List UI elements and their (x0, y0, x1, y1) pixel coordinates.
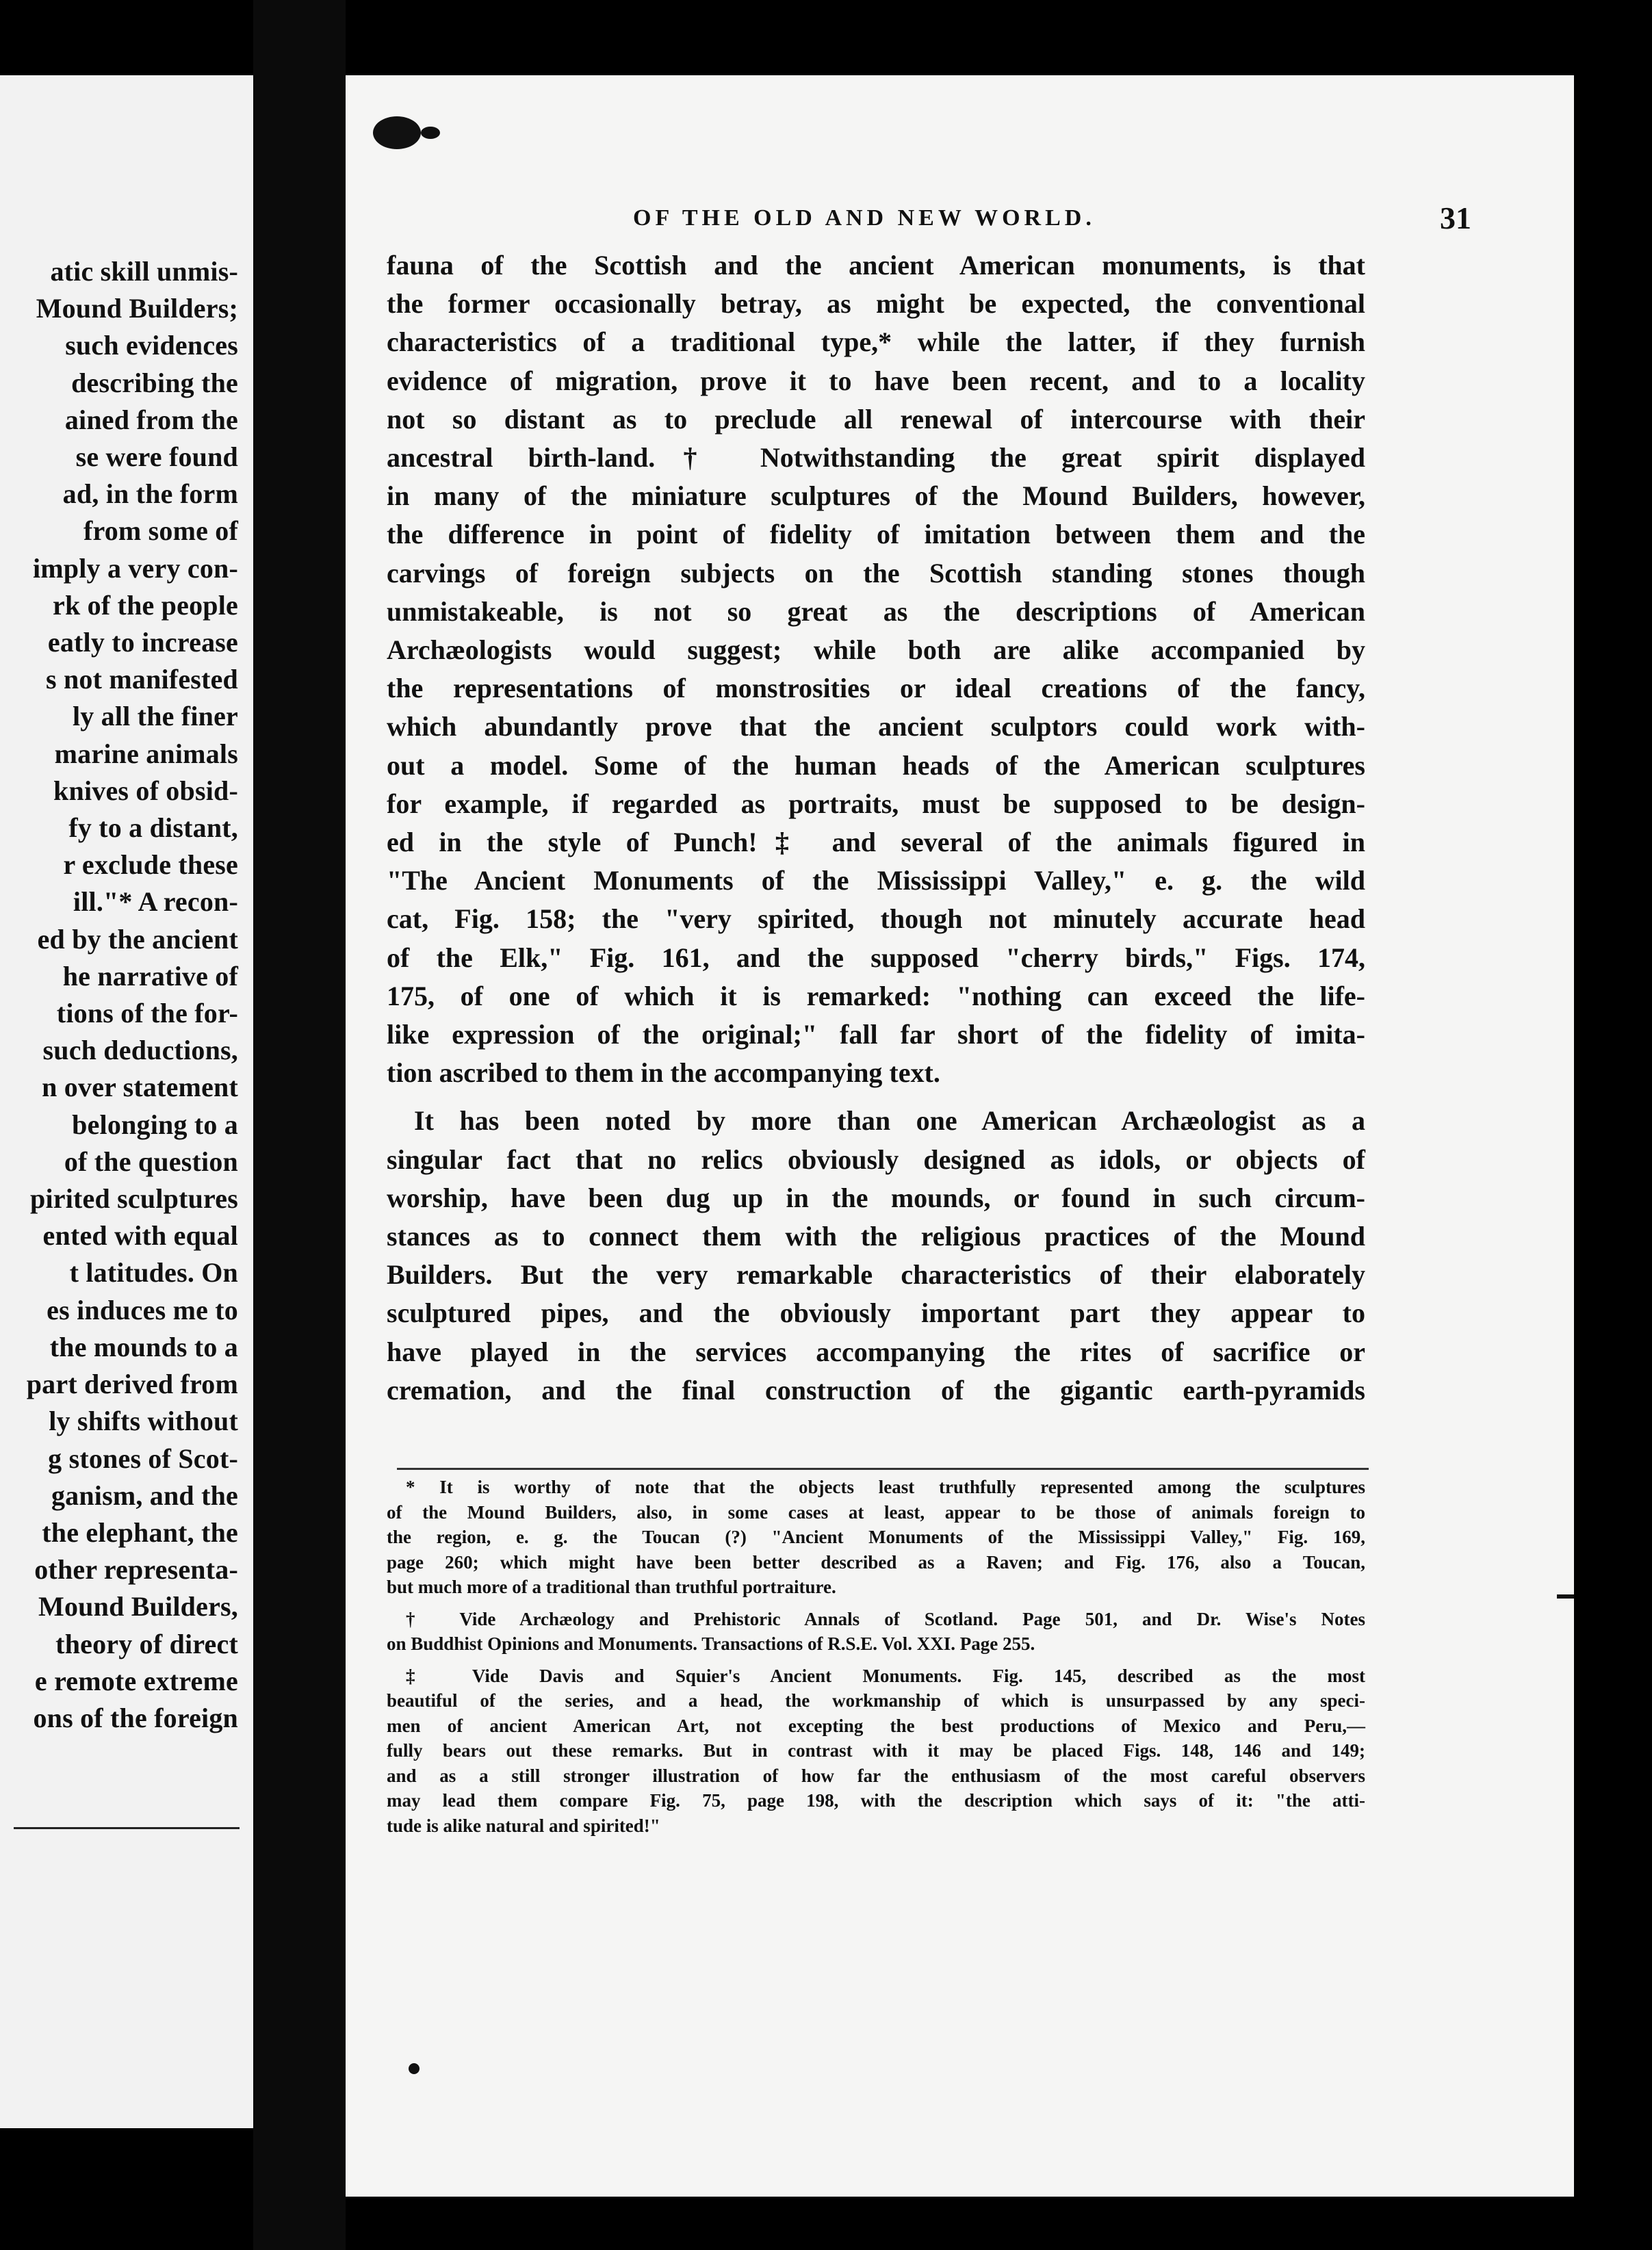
left-page-line: such deductions, (42, 1035, 238, 1066)
left-page-line: describing the (71, 367, 238, 398)
left-page-line: of the question (64, 1146, 238, 1177)
footnote-line: beautiful of the series, and a head, the workmanship of which is unsurpassed by any speci- (387, 1690, 1365, 1711)
footnote-line: of the Mound Builders, also, in some cases at least, appear to be those of animals foreign to (387, 1501, 1365, 1523)
left-page-line: the mounds to a (49, 1331, 238, 1362)
text-line: the representations of monstrosities or ideal creations of the fancy, (387, 673, 1365, 704)
left-page-line: ill."* A recon- (73, 886, 238, 918)
page-number: 31 (1440, 201, 1471, 235)
left-page-line: se were found (75, 441, 238, 473)
text-line: of the Elk," Fig. 161, and the supposed "cherry birds," Figs. 174, (387, 942, 1365, 973)
text-line: 175, of one of which it is remarked: "nothing can exceed the life- (387, 980, 1365, 1011)
left-page-line: fy to a distant, (68, 812, 238, 844)
text-line: carvings of foreign subjects on the Scottish standing stones though (387, 557, 1365, 589)
left-page-line: belonging to a (72, 1109, 238, 1140)
left-page-line: s not manifested (46, 664, 238, 695)
footnotes (387, 1475, 1365, 1845)
left-page-line: such evidences (65, 330, 238, 361)
text-line: for example, if regarded as portraits, must be supposed to be design- (387, 788, 1365, 819)
left-page-line: atic skill unmis- (50, 256, 238, 287)
left-page-line: r exclude these (63, 849, 238, 881)
left-page-line: ly shifts without (49, 1406, 238, 1437)
left-page-line: the elephant, the (42, 1516, 238, 1548)
left-page-line: pirited sculptures (30, 1183, 238, 1215)
text-line: unmistakeable, is not so great as the descriptions of American (387, 595, 1365, 627)
text-line: characteristics of a traditional type,* while the latter, if they furnish (387, 326, 1365, 358)
left-page-line: g stones of Scot- (48, 1443, 238, 1474)
footnote-line: † Vide Archæology and Prehistoric Annals of Scotland. Page 501, and Dr. Wise's Notes (406, 1608, 1365, 1629)
running-title: OF THE OLD AND NEW WORLD. (633, 205, 1096, 231)
ink-smudge (373, 116, 421, 149)
left-page-line: ained from the (64, 404, 238, 435)
paragraph (387, 246, 1365, 1092)
text-line: have played in the services accompanying the rites of sacrifice or (387, 1336, 1365, 1367)
left-page-line: rk of the people (53, 589, 238, 621)
body-text (387, 246, 1365, 1410)
left-page-line: other representa- (34, 1554, 238, 1586)
paragraph (387, 1102, 1365, 1410)
footnote-rule (397, 1468, 1369, 1470)
left-page-line: ad, in the form (62, 478, 238, 510)
left-page-line: t latitudes. On (69, 1257, 238, 1289)
text-line: the former occasionally betray, as might be expected, the conventional (387, 288, 1365, 320)
text-line: sculptured pipes, and the obviously important part they appear to (387, 1297, 1365, 1329)
left-page-line: tions of the for- (56, 998, 238, 1029)
footnote-line: men of ancient American Art, not excepting the best productions of Mexico and Peru,— (387, 1715, 1365, 1736)
footnote-line: on Buddhist Opinions and Monuments. Transactions of R.S.E. Vol. XXI. Page 255. (387, 1633, 1035, 1654)
text-line: "The Ancient Monuments of the Mississippi Valley," e. g. the wild (387, 865, 1365, 896)
left-page-line: part derived from (26, 1369, 238, 1400)
text-line: singular fact that no relics obviously designed as idols, or objects of (387, 1143, 1365, 1175)
text-line: out a model. Some of the human heads of the American sculptures (387, 749, 1365, 781)
left-page-fragment (0, 75, 253, 2128)
book-gutter (253, 0, 346, 2250)
left-page-line: ented with equal (42, 1220, 238, 1252)
left-page-line: Mound Builders; (36, 293, 238, 324)
text-line: in many of the miniature sculptures of the Mound Builders, however, (387, 480, 1365, 512)
text-line: evidence of migration, prove it to have been recent, and to a locality (387, 365, 1365, 396)
left-page-line: ed by the ancient (37, 923, 238, 955)
footnote-line: * It is worthy of note that the objects least truthfully represented among the sculptures (406, 1477, 1365, 1497)
text-line: ancestral birth-land.† Notwithstanding the great spirit displayed (387, 442, 1365, 474)
text-line: ed in the style of Punch!‡ and several of the animals figured in (387, 827, 1365, 858)
text-line: Builders. But the very remarkable characteristics of their elaborately (387, 1259, 1365, 1291)
left-page-line: es induces me to (47, 1294, 238, 1326)
left-page-line: imply a very con- (32, 552, 238, 584)
page-edge-mark (1557, 1594, 1574, 1599)
text-line: which abundantly prove that the ancient sculptors could work with- (387, 711, 1365, 742)
footnote-line: fully bears out these remarks. But in contrast with it may be placed Figs. 148, 146 and 149; (387, 1740, 1365, 1761)
left-page-line: ly all the finer (72, 701, 238, 732)
text-line: Archæologists would suggest; while both are alike accompanied by (387, 634, 1365, 666)
text-line: tion ascribed to them in the accompanying text. (387, 1057, 940, 1089)
left-page-line: knives of obsid- (53, 775, 238, 806)
text-line: like expression of the original;" fall far short of the fidelity of imita- (387, 1019, 1365, 1050)
ink-dot (409, 2063, 420, 2074)
footnote-line: the region, e. g. the Toucan (?) "Ancient Monuments of the Mississippi Valley," Fig. 169, (387, 1527, 1365, 1547)
text-line: worship, have been dug up in the mounds, or found in such circum- (387, 1182, 1365, 1213)
text-line: cat, Fig. 158; the "very spirited, though not minutely accurate head (387, 903, 1365, 935)
text-line: fauna of the Scottish and the ancient American monuments, is that (387, 250, 1365, 281)
left-page-text (5, 253, 238, 1737)
footnote (387, 1664, 1365, 1839)
footnote (387, 1607, 1365, 1657)
footnote-line: ‡ Vide Davis and Squier's Ancient Monuments. Fig. 145, described as the most (406, 1665, 1365, 1686)
left-page-line: he narrative of (62, 960, 238, 992)
running-head (346, 201, 1574, 246)
text-line: cremation, and the final construction of the gigantic earth-pyramids (387, 1374, 1365, 1406)
text-line: It has been noted by more than one American Archæologist as a (414, 1105, 1365, 1137)
right-page (346, 75, 1574, 2197)
text-line: stances as to connect them with the religious practices of the Mound (387, 1221, 1365, 1252)
left-page-line: ganism, and the (51, 1479, 238, 1511)
text-line: the difference in point of fidelity of imitation between them and the (387, 519, 1365, 550)
ink-smudge (421, 127, 440, 139)
left-page-line: theory of direct (55, 1628, 238, 1659)
footnote-line: and as a still stronger illustration of how far the enthusiasm of the most careful observers (387, 1765, 1365, 1786)
left-page-line: eatly to increase (47, 627, 238, 658)
footnote-line: but much more of a traditional than truthful portraiture. (387, 1577, 836, 1597)
text-line: not so distant as to preclude all renewal of intercourse with their (387, 403, 1365, 435)
left-page-line: marine animals (54, 738, 238, 769)
left-page-line: from some of (83, 515, 238, 547)
left-footnote-rule (14, 1827, 240, 1829)
footnote-line: may lead them compare Fig. 75, page 198, with the description which says of it: "the atti- (387, 1790, 1365, 1811)
footnote-line: tude is alike natural and spirited!" (387, 1815, 660, 1836)
footnote-line: page 260; which might have been better described as a Raven; and Fig. 176, also a Toucan, (387, 1551, 1365, 1573)
left-page-line: Mound Builders, (38, 1591, 238, 1622)
left-page-line: e remote extreme (34, 1665, 238, 1696)
footnote (387, 1475, 1365, 1600)
left-page-line: n over statement (42, 1072, 238, 1103)
left-page-line: ons of the foreign (33, 1702, 238, 1733)
